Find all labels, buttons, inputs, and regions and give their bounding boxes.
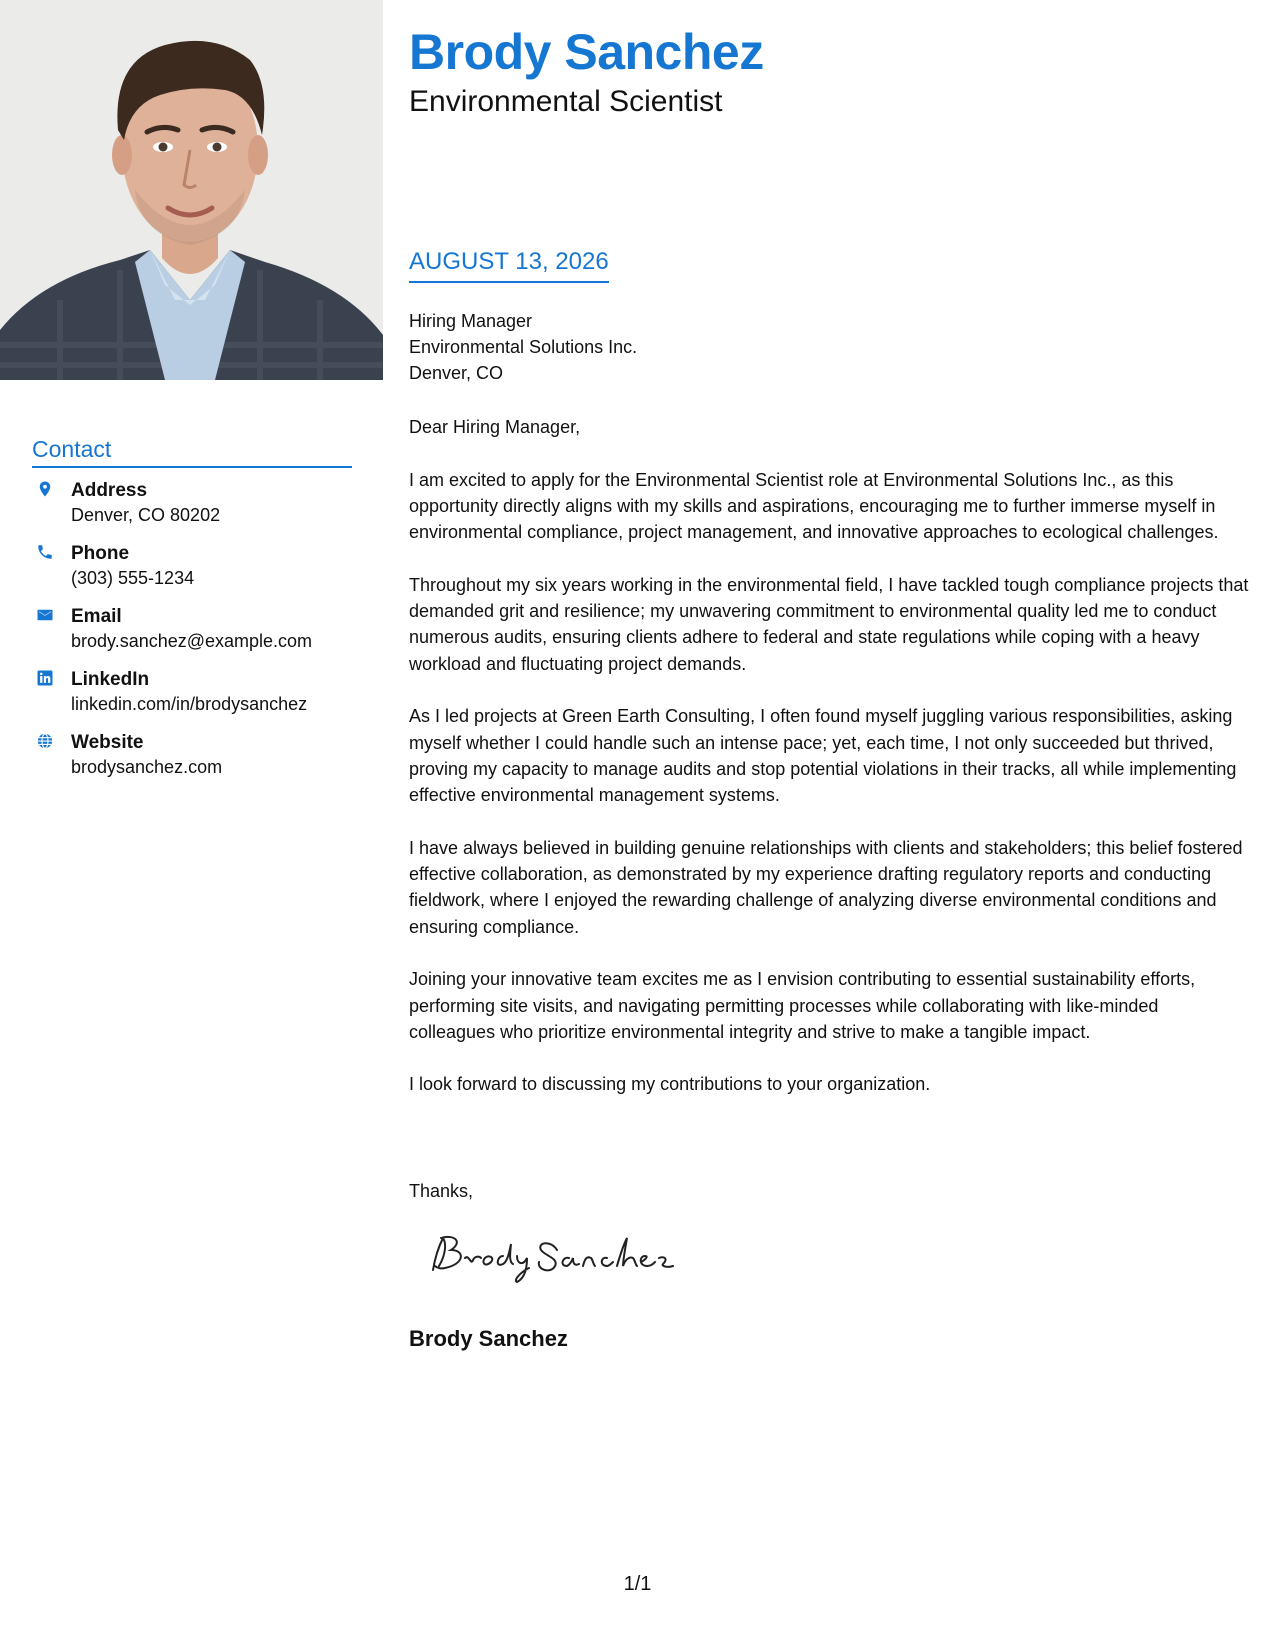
contact-website — [32, 730, 352, 780]
linkedin-label: LinkedIn — [71, 669, 150, 690]
page-number: 1/1 — [623, 1573, 652, 1595]
contact-email — [32, 604, 352, 654]
phone-icon — [36, 543, 54, 561]
salutation: Dear Hiring Manager, — [409, 417, 581, 437]
email-icon — [36, 606, 54, 624]
body-paragraph: Joining your innovative team excites me as I envision contributing to essential sustainability efforts, performing site visits, and navigating permitting processes while collaborating with like-minded colleagues who prioritize environmental integrity and strive to make a tangible impact. — [409, 969, 1196, 1042]
website-value: brodysanchez.com — [71, 757, 223, 777]
contact-linkedin — [32, 667, 352, 717]
profile-photo — [0, 0, 383, 380]
website-label: Website — [71, 732, 144, 753]
map-pin-icon — [36, 480, 54, 498]
signer-name: Brody Sanchez — [409, 1326, 568, 1351]
letter-date: AUGUST 13, 2026 — [409, 248, 609, 283]
address-label: Address — [71, 480, 148, 501]
linkedin-icon — [36, 669, 54, 687]
recipient-line: Hiring Manager — [409, 311, 533, 331]
recipient-line: Environmental Solutions Inc. — [409, 337, 638, 357]
email-label: Email — [71, 606, 122, 627]
applicant-name: Brody Sanchez — [409, 24, 764, 80]
closing: Thanks, — [409, 1181, 474, 1201]
globe-icon — [36, 732, 54, 750]
handwritten-signature — [425, 1228, 685, 1288]
email-value: brody.sanchez@example.com — [71, 631, 313, 651]
body-paragraph: I have always believed in building genuine relationships with clients and stakeholders; this belief fostered effective collaboration, as demonstrated by my experience drafting regulatory reports and conducting fieldwork, where I enjoyed the rewarding challenge of analyzing diverse environmental conditions and ensuring compliance. — [409, 837, 1243, 937]
body-paragraph: As I led projects at Green Earth Consulting, I often found myself juggling various responsibilities, asking myself whether I could handle such an intense pace; yet, each time, I not only succeeded but thrived, proving my capacity to manage audits and stop potential violations in their tracks, all while implementing effective environmental management systems. — [409, 706, 1237, 806]
body-paragraph: Throughout my six years working in the environmental field, I have tackled tough compliance projects that demanded grit and resilience; my unwavering commitment to environmental quality led me to conduct numerous audits, ensuring clients adhere to federal and state regulations while coping with a heavy workload and fluctuating project demands. — [409, 574, 1249, 674]
contact-heading: Contact — [32, 436, 352, 468]
letter-body — [409, 414, 1249, 1124]
applicant-title: Environmental Scientist — [409, 85, 723, 118]
recipient-block — [409, 308, 637, 386]
contact-phone — [32, 541, 352, 591]
contact-address — [32, 478, 352, 528]
body-paragraph: I am excited to apply for the Environmental Scientist role at Environmental Solutions Inc., as this opportunity directly aligns with my skills and aspirations, encouraging me to further immerse myself in environmental compliance, project management, and innovative approaches to ecological challenges. — [409, 469, 1219, 543]
address-value: Denver, CO 80202 — [71, 505, 221, 525]
linkedin-value: linkedin.com/in/brodysanchez — [71, 694, 308, 714]
phone-value: (303) 555-1234 — [71, 568, 195, 588]
recipient-line: Denver, CO — [409, 363, 504, 383]
phone-label: Phone — [71, 543, 130, 564]
body-paragraph: I look forward to discussing my contributions to your organization. — [409, 1074, 931, 1095]
contact-sidebar — [32, 436, 352, 793]
